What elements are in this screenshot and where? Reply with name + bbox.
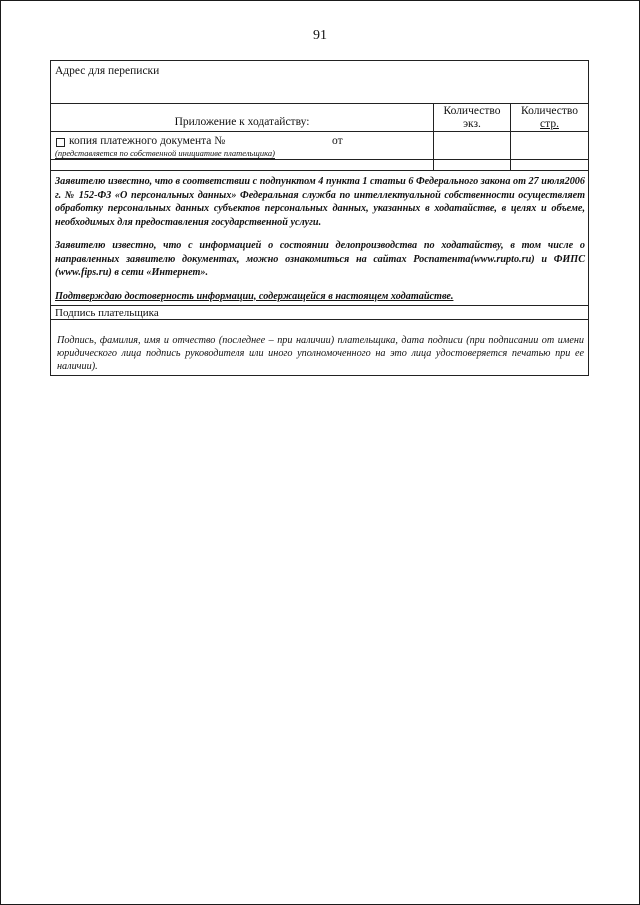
attachment-spacer-row: [51, 160, 588, 171]
attachment-item-description-cell: [51, 132, 434, 159]
attachment-item-note: (представляется по собственной инициативе плательщика): [55, 148, 275, 158]
copies-header-line2: экз.: [463, 118, 481, 130]
spacer-cell-1: [51, 160, 434, 170]
signature-label: Подпись плательщика: [55, 307, 159, 319]
attachment-item-copies-cell[interactable]: [434, 132, 511, 159]
status-info-notice: Заявителю известно, что с информацией о состоянии делопроизводства по ходатайству, в том числе о направленных заявителю документах, можно ознакомиться на сайтах Роспатента(www.rupto.ru) и ФИПС (www.fips.ru) в сети «Интернет».: [55, 240, 585, 278]
attachment-item-from: от: [332, 135, 343, 147]
personal-data-notice: Заявителю известно, что в соответствии с подпунктом 4 пункта 1 статьи 6 Федерального закона от 27 июля2006 г. № 152-ФЗ «О персональных данных» Федеральная служба по интеллектуальной собственности осуществляет обработку персональных данных субъектов персональных данных, указанных в ходатайстве, в целях и объеме, необходимых для предоставления государственной услуги.: [55, 176, 585, 228]
pages-header-cell: [511, 104, 588, 131]
signature-description: Подпись, фамилия, имя и отчество (последнее – при наличии) плательщика, дата подписи (при подписании от имени юридического лица подпись руководителя или иного уполномоченного на это лица удостоверяется печатью при ее наличии).: [57, 335, 584, 372]
attachment-item-text: копия платежного документа №: [69, 135, 226, 147]
page-number: 91: [313, 28, 327, 43]
signature-description-row[interactable]: [51, 320, 588, 376]
address-row: [51, 61, 588, 104]
petition-form: [50, 60, 589, 376]
notices-row: [51, 171, 588, 306]
attachments-title-cell: [51, 104, 434, 131]
address-label: Адрес для переписки: [55, 65, 160, 77]
signature-label-row: [51, 306, 588, 320]
attachment-item-pages-cell[interactable]: [511, 132, 588, 159]
payment-copy-checkbox[interactable]: [56, 138, 65, 147]
spacer-cell-2: [434, 160, 511, 170]
confirmation-statement: Подтверждаю достоверность информации, содержащейся в настоящем ходатайстве.: [55, 290, 454, 302]
pages-header-line2: стр.: [540, 118, 559, 130]
attachment-item: [51, 132, 588, 160]
attachments-header: [51, 104, 588, 132]
pages-header-line1: Количество: [521, 105, 578, 117]
copies-header-cell: [434, 104, 511, 131]
copies-header-line1: Количество: [443, 105, 501, 117]
spacer-cell-3: [511, 160, 588, 170]
attachments-title: Приложение к ходатайству:: [174, 116, 310, 128]
